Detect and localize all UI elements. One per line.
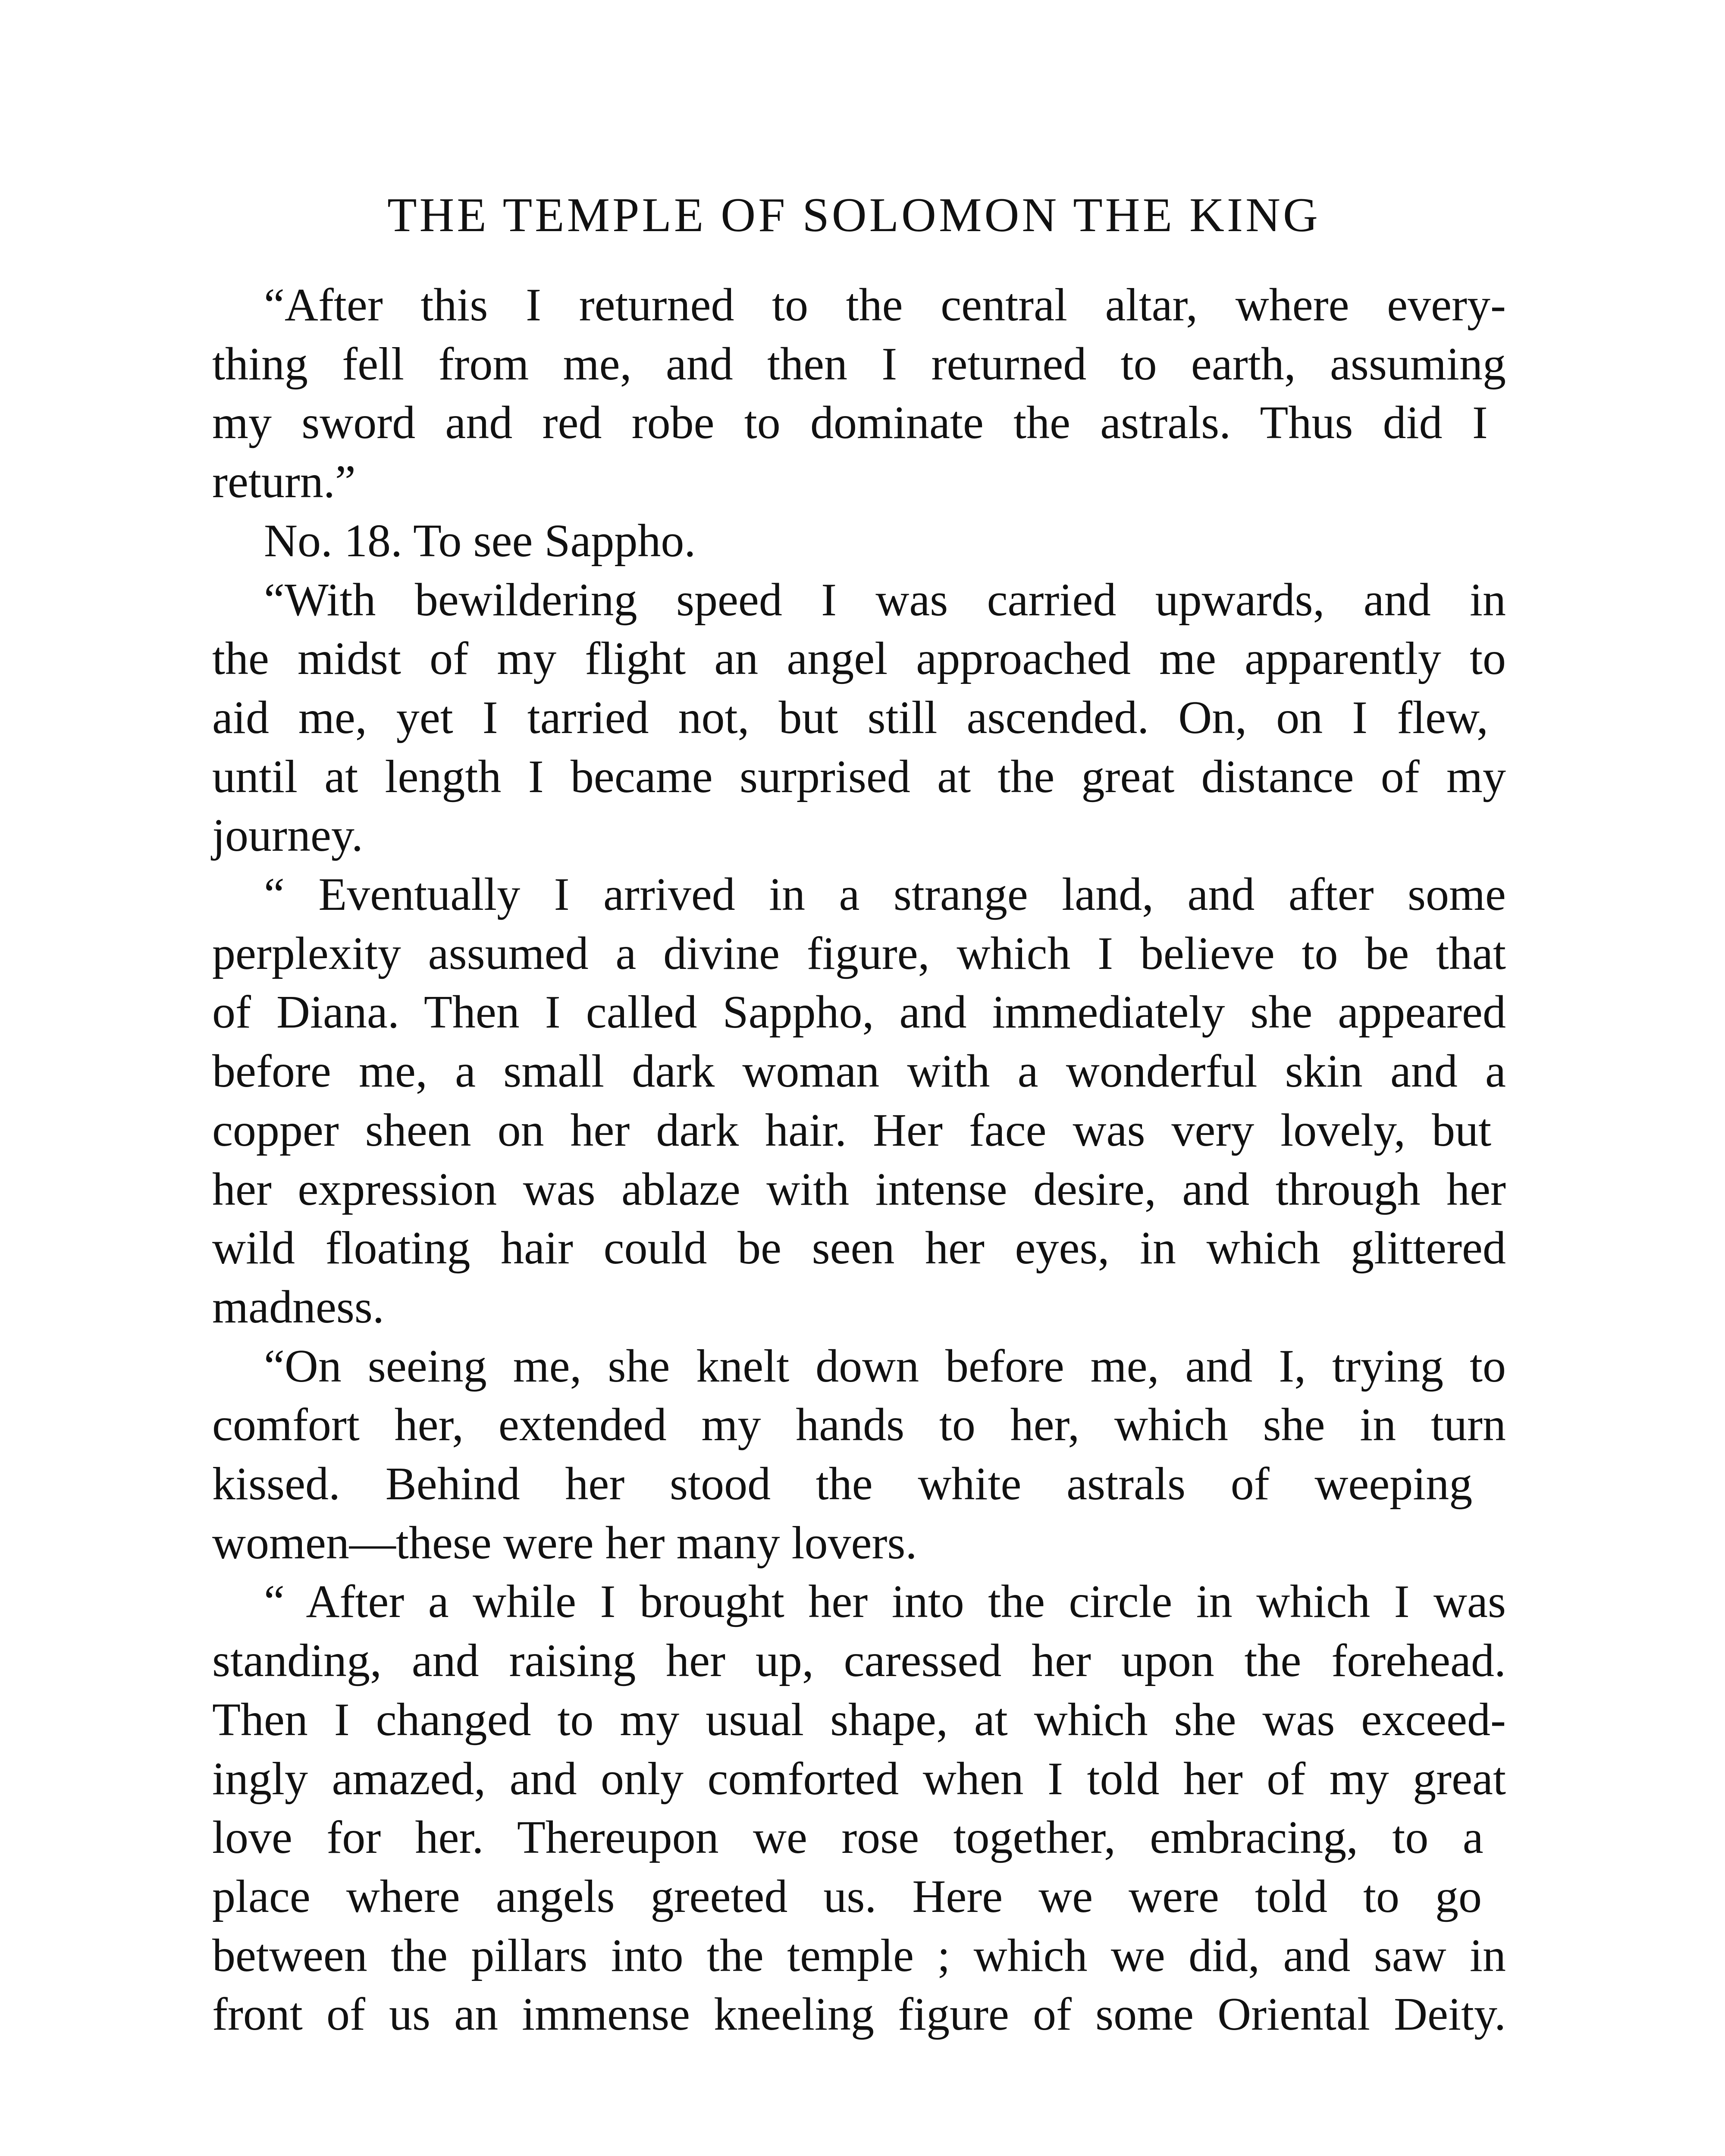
- text-line: her expression was ablaze with intense desire, and through her: [212, 1163, 1506, 1215]
- text-line: madness.: [212, 1281, 384, 1333]
- text-line: front of us an immense kneeling figure of some Oriental Deity.: [212, 1989, 1506, 2040]
- text-line: between the pillars into the temple ; which we did, and saw in: [212, 1930, 1506, 1981]
- text-line: the midst of my flight an angel approached me apparently to: [212, 633, 1506, 685]
- body-text: [212, 276, 1506, 2044]
- text-line: Then I changed to my usual shape, at which she was exceed-: [212, 1694, 1506, 1745]
- text-line: love for her. Thereupon we rose together, embracing, to a: [212, 1812, 1484, 1864]
- text-line: comfort her, extended my hands to her, which she in turn: [212, 1399, 1506, 1451]
- text-line: return.”: [212, 456, 356, 508]
- text-line: before me, a small dark woman with a wonderful skin and a: [212, 1046, 1506, 1097]
- text-line: place where angels greeted us. Here we were told to go: [212, 1871, 1482, 1922]
- text-line: No. 18. To see Sappho.: [264, 515, 696, 567]
- text-line: until at length I became surprised at the great distance of my: [212, 751, 1506, 802]
- text-line: “With bewildering speed I was carried upwards, and in: [264, 574, 1506, 626]
- text-line: women—these were her many lovers.: [212, 1517, 917, 1569]
- running-head: THE TEMPLE OF SOLOMON THE KING: [387, 188, 1320, 242]
- text-line: “ Eventually I arrived in a strange land, and after some: [264, 869, 1506, 921]
- text-line: kissed. Behind her stood the white astrals of weeping: [212, 1458, 1473, 1510]
- text-line: standing, and raising her up, caressed her upon the forehead.: [212, 1635, 1506, 1687]
- text-line: “After this I returned to the central altar, where every-: [264, 279, 1506, 331]
- text-line: copper sheen on her dark hair. Her face was very lovely, but: [212, 1104, 1492, 1156]
- text-line: thing fell from me, and then I returned to earth, assuming: [212, 338, 1506, 390]
- text-line: aid me, yet I tarried not, but still ascended. On, on I flew,: [212, 692, 1489, 743]
- text-line: of Diana. Then I called Sappho, and immediately she appeared: [212, 987, 1506, 1038]
- text-line: my sword and red robe to dominate the astrals. Thus did I: [212, 397, 1488, 449]
- text-line: wild floating hair could be seen her eyes, in which glittered: [212, 1222, 1506, 1274]
- text-line: “On seeing me, she knelt down before me, and I, trying to: [264, 1340, 1506, 1392]
- text-line: perplexity assumed a divine figure, which I believe to be that: [212, 928, 1506, 979]
- text-line: journey.: [212, 810, 363, 862]
- text-line: ingly amazed, and only comforted when I told her of my great: [212, 1753, 1506, 1805]
- text-line: “ After a while I brought her into the circle in which I was: [264, 1576, 1506, 1628]
